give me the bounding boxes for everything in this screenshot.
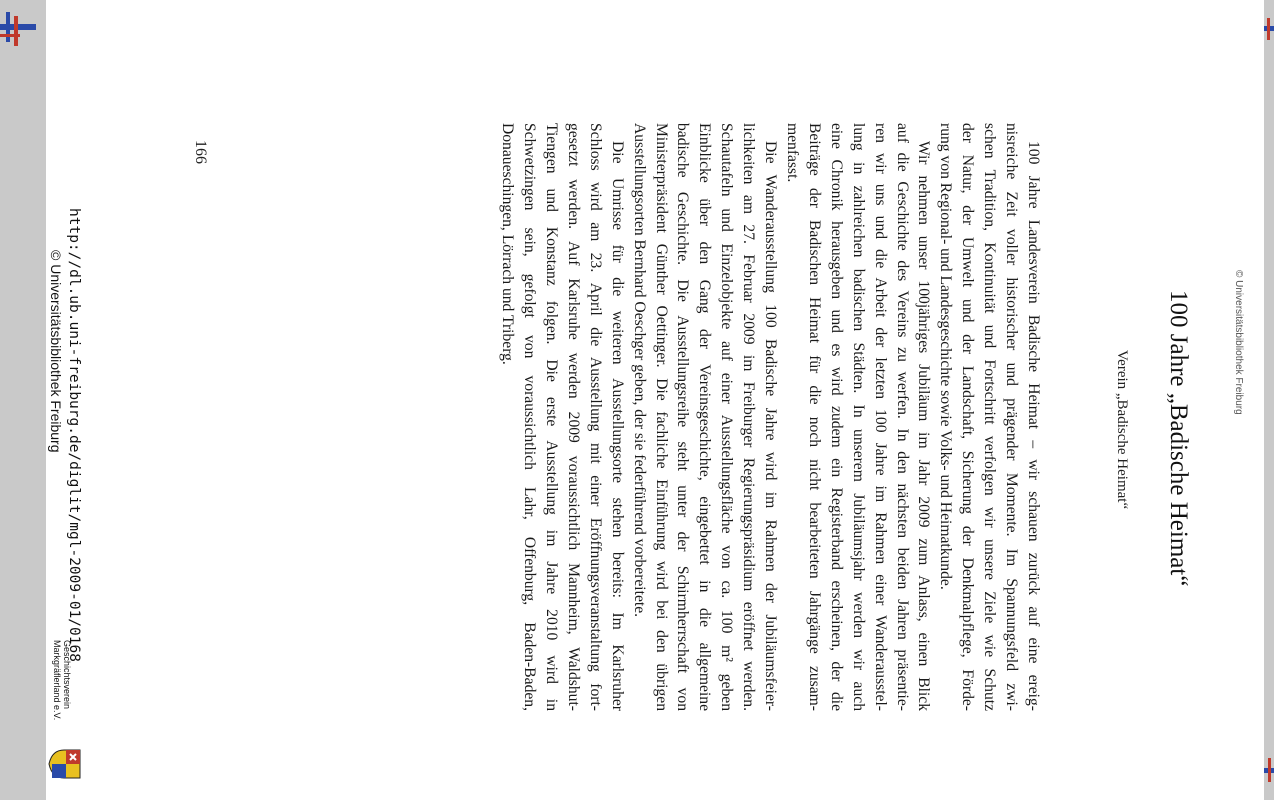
text-line: Schloss wird am 23. April die Ausstellung mit einer Eröffnungsveranstaltung fort- — [586, 123, 604, 711]
text-line: lichkeiten am 27. Februar 2009 im Freiburger Regierungspräsidium eröffnet werden. — [740, 123, 758, 711]
library-flag-icon — [1264, 758, 1274, 784]
author-line: Verein „Badische Heimat“ — [1114, 350, 1130, 510]
text-line: gesetzt werden. Auf Karlsruhe werden 2009 voraussichtlich Mannheim, Waldshut- — [564, 123, 582, 711]
text-line: Tiengen und Konstanz folgen. Die erste Ausstellung im Jahre 2010 wird in — [543, 123, 561, 711]
text-line: Schautafeln und Einzelobjekte auf einer Ausstellungsfläche von ca. 100 m² geben — [718, 123, 736, 711]
text-line: der Natur, der Umwelt und der Landschaft, Sicherung der Denkmalpflege, Förde- — [959, 123, 977, 711]
page-title: 100 Jahre „Badische Heimat“ — [1165, 290, 1192, 587]
text-line: Beiträge der Badischen Heimat für die noch nicht bearbeiteten Jahrgänge zusam- — [805, 123, 823, 711]
paragraph — [496, 123, 627, 711]
left-margin-strip — [0, 0, 46, 800]
text-line: Ministerpräsident Günther Oettinger. Die fachliche Einführung wird bei den übrigen — [652, 123, 670, 711]
right-margin-strip — [1264, 0, 1274, 800]
text-line: badische Geschichte. Die Ausstellungsreihe steht unter der Schirmherrschaft von — [674, 123, 692, 711]
paragraph — [781, 123, 934, 711]
footer-copyright: © Universitätsbibliothek Freiburg — [48, 250, 64, 453]
rotated-sheet — [46, 0, 1264, 800]
text-line: lung in zahlreichen badischen Städten. In unserem Jubiläumsjahr werden wir auch — [849, 123, 867, 711]
logo-label-line: Markgräflerland e.V. — [52, 640, 62, 721]
body-text — [496, 123, 1044, 711]
text-line: nisreiche Zeit voller historischer und prägender Momente. Im Spannungsfeld zwi- — [1003, 123, 1021, 711]
text-line: menfasst. — [784, 123, 802, 183]
text-line: Donaueschingen, Lörrach und Triberg. — [499, 123, 517, 365]
paragraph — [628, 123, 781, 711]
text-line: rung von Regional- und Landesgeschichte sowie Volks- und Heimatkunde. — [937, 123, 955, 590]
text-line: schen Tradition, Kontinuität und Fortschritt verfolgen wir unsere Ziele wie Schutz — [981, 123, 999, 711]
text-line: eine Chronik herausgeben und es wird zudem ein Registerband erscheinen, der die — [827, 123, 845, 711]
page-number: 166 — [192, 140, 209, 164]
text-line: Einblicke über den Gang der Vereinsgeschichte, eingebettet in die allgemeine — [696, 123, 714, 711]
text-line: Die Umrisse für die weiteren Ausstellungsorte stehen bereits: Im Karlsruher — [608, 141, 626, 711]
scanned-page — [46, 0, 1264, 800]
logo-label-line: Geschichtsverein — [62, 640, 72, 710]
footer-url-link[interactable]: http://dl.ub.uni-freiburg.de/diglit/mgl-2009-01/0168 — [66, 208, 82, 662]
text-line: Schwetzingen sein, gefolgt von voraussichtlich Lahr, Offenburg, Baden-Baden, — [521, 123, 539, 711]
top-cut-text: © Universitätsbibliothek Freiburg — [1233, 270, 1244, 415]
text-line: Die Wanderausstellung 100 Badische Jahre wird im Rahmen der Jubiläumsfeier- — [762, 141, 780, 711]
text-line: Ausstellungsorten Bernhard Oeschger geben, der sie federführend vorbereitete. — [630, 123, 648, 618]
logo-label — [52, 640, 72, 720]
library-flag-icon — [0, 8, 40, 50]
text-line: Wir nehmen unser 100jähriges Jubiläum im Jahr 2009 zum Anlass, einen Blick — [915, 141, 933, 711]
paragraph — [934, 123, 1044, 711]
text-line: auf die Geschichte des Vereins zu werfen. In den nächsten beiden Jahren präsentie- — [893, 123, 911, 711]
text-line: 100 Jahre Landesverein Badische Heimat – wir schauen zurück auf eine ereig- — [1025, 141, 1042, 711]
library-flag-icon — [1264, 18, 1274, 44]
coat-of-arms-icon — [48, 748, 82, 780]
text-line: ren wir uns und die Arbeit der letzten 100 Jahre im Rahmen einer Wanderausstel- — [871, 123, 889, 711]
